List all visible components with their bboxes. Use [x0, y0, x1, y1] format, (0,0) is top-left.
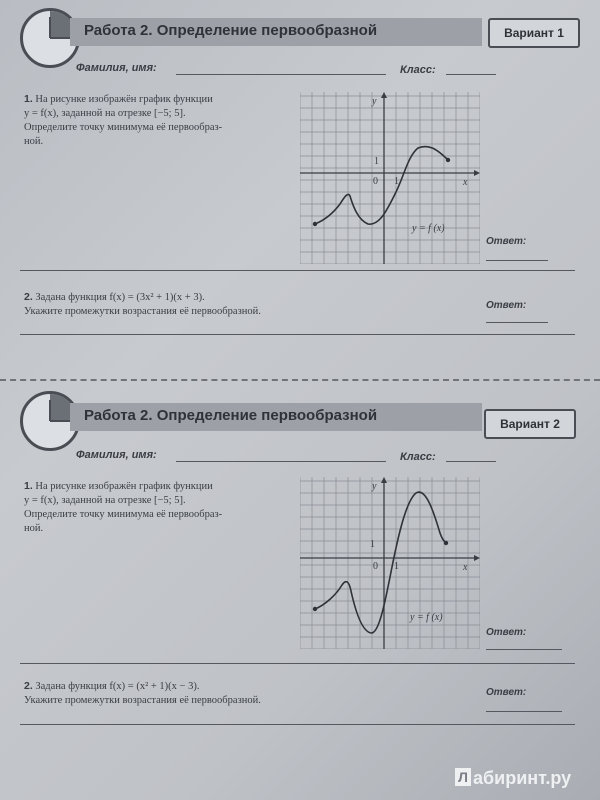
curve-end-point [446, 158, 450, 162]
answer-field-1[interactable] [486, 639, 562, 650]
task-number: 1. [24, 480, 33, 492]
answer-field-2[interactable] [486, 701, 562, 712]
name-label: Фамилия, имя: [76, 62, 157, 74]
answer-label: Ответ: [486, 627, 527, 638]
task-line: y = f(x), заданной на отрезке [−5; 5]. [24, 495, 186, 506]
unit-y-label: 1 [374, 156, 379, 167]
x-axis-arrow [474, 555, 480, 561]
function-curve [315, 147, 448, 225]
y-axis-label: y [372, 96, 377, 107]
y-axis-label: y [372, 481, 377, 492]
answer-label: Ответ: [486, 300, 527, 311]
class-field[interactable] [446, 449, 496, 462]
unit-y-label: 1 [370, 539, 375, 550]
task-line: Определите точку минимума её первообраз- [24, 509, 223, 520]
task-2 [24, 290, 261, 319]
task-line: Задана функция f(x) = (x² + 1)(x − 3). [35, 681, 200, 692]
divider [20, 334, 575, 335]
divider [20, 724, 575, 725]
function-graph [300, 92, 480, 264]
task-line: На рисунке изображён график функции [35, 94, 213, 105]
answer-label: Ответ: [486, 687, 527, 698]
unit-x-label: 1 [394, 561, 399, 572]
name-label: Фамилия, имя: [76, 449, 157, 461]
task-line: Определите точку минимума её первообраз- [24, 122, 223, 133]
task-2 [24, 679, 261, 708]
task-line: Укажите промежутки возрастания её первообразной. [24, 306, 261, 317]
curve-start-point [313, 607, 317, 611]
task-line: На рисунке изображён график функции [35, 481, 213, 492]
divider [20, 663, 575, 664]
y-axis-arrow [381, 477, 387, 483]
task-number: 1. [24, 93, 33, 105]
x-axis-arrow [474, 170, 480, 176]
y-axis-arrow [381, 92, 387, 98]
curve-end-point [444, 541, 448, 545]
answer-field-2[interactable] [486, 312, 548, 323]
variant-badge: Вариант 2 [484, 409, 576, 439]
unit-x-label: 1 [394, 176, 399, 187]
task-number: 2. [24, 291, 33, 303]
origin-label: 0 [373, 561, 378, 572]
divider [20, 270, 575, 271]
logo-glyph: Л [455, 768, 471, 786]
card-variant-1 [0, 0, 600, 379]
class-label: Класс: [400, 64, 436, 76]
card-variant-2 [0, 381, 600, 781]
curve-start-point [313, 222, 317, 226]
task-number: 2. [24, 680, 33, 692]
name-field[interactable] [176, 62, 386, 75]
work-title: Работа 2. Определение первообразной [84, 407, 378, 424]
work-title: Работа 2. Определение первообразной [84, 22, 378, 39]
task-line: y = f(x), заданной на отрезке [−5; 5]. [24, 108, 186, 119]
answer-field-1[interactable] [486, 250, 548, 261]
logo-text: абиринт.ру [473, 768, 572, 788]
task-line: ной. [24, 136, 44, 147]
task-line: Укажите промежутки возрастания её первообразной. [24, 695, 261, 706]
variant-badge: Вариант 1 [488, 18, 580, 48]
class-label: Класс: [400, 451, 436, 463]
function-label: y = f (x) [412, 223, 445, 234]
task-line: Задана функция f(x) = (3x² + 1)(x + 3). [35, 292, 205, 303]
class-field[interactable] [446, 62, 496, 75]
x-axis-label: x [463, 562, 468, 573]
task-line: ной. [24, 523, 44, 534]
watermark-logo [455, 768, 571, 789]
task-1 [24, 479, 222, 536]
function-label: y = f (x) [410, 612, 443, 623]
task-1 [24, 92, 222, 149]
name-field[interactable] [176, 449, 386, 462]
origin-label: 0 [373, 176, 378, 187]
x-axis-label: x [463, 177, 468, 188]
function-graph [300, 477, 480, 649]
answer-label: Ответ: [486, 236, 527, 247]
